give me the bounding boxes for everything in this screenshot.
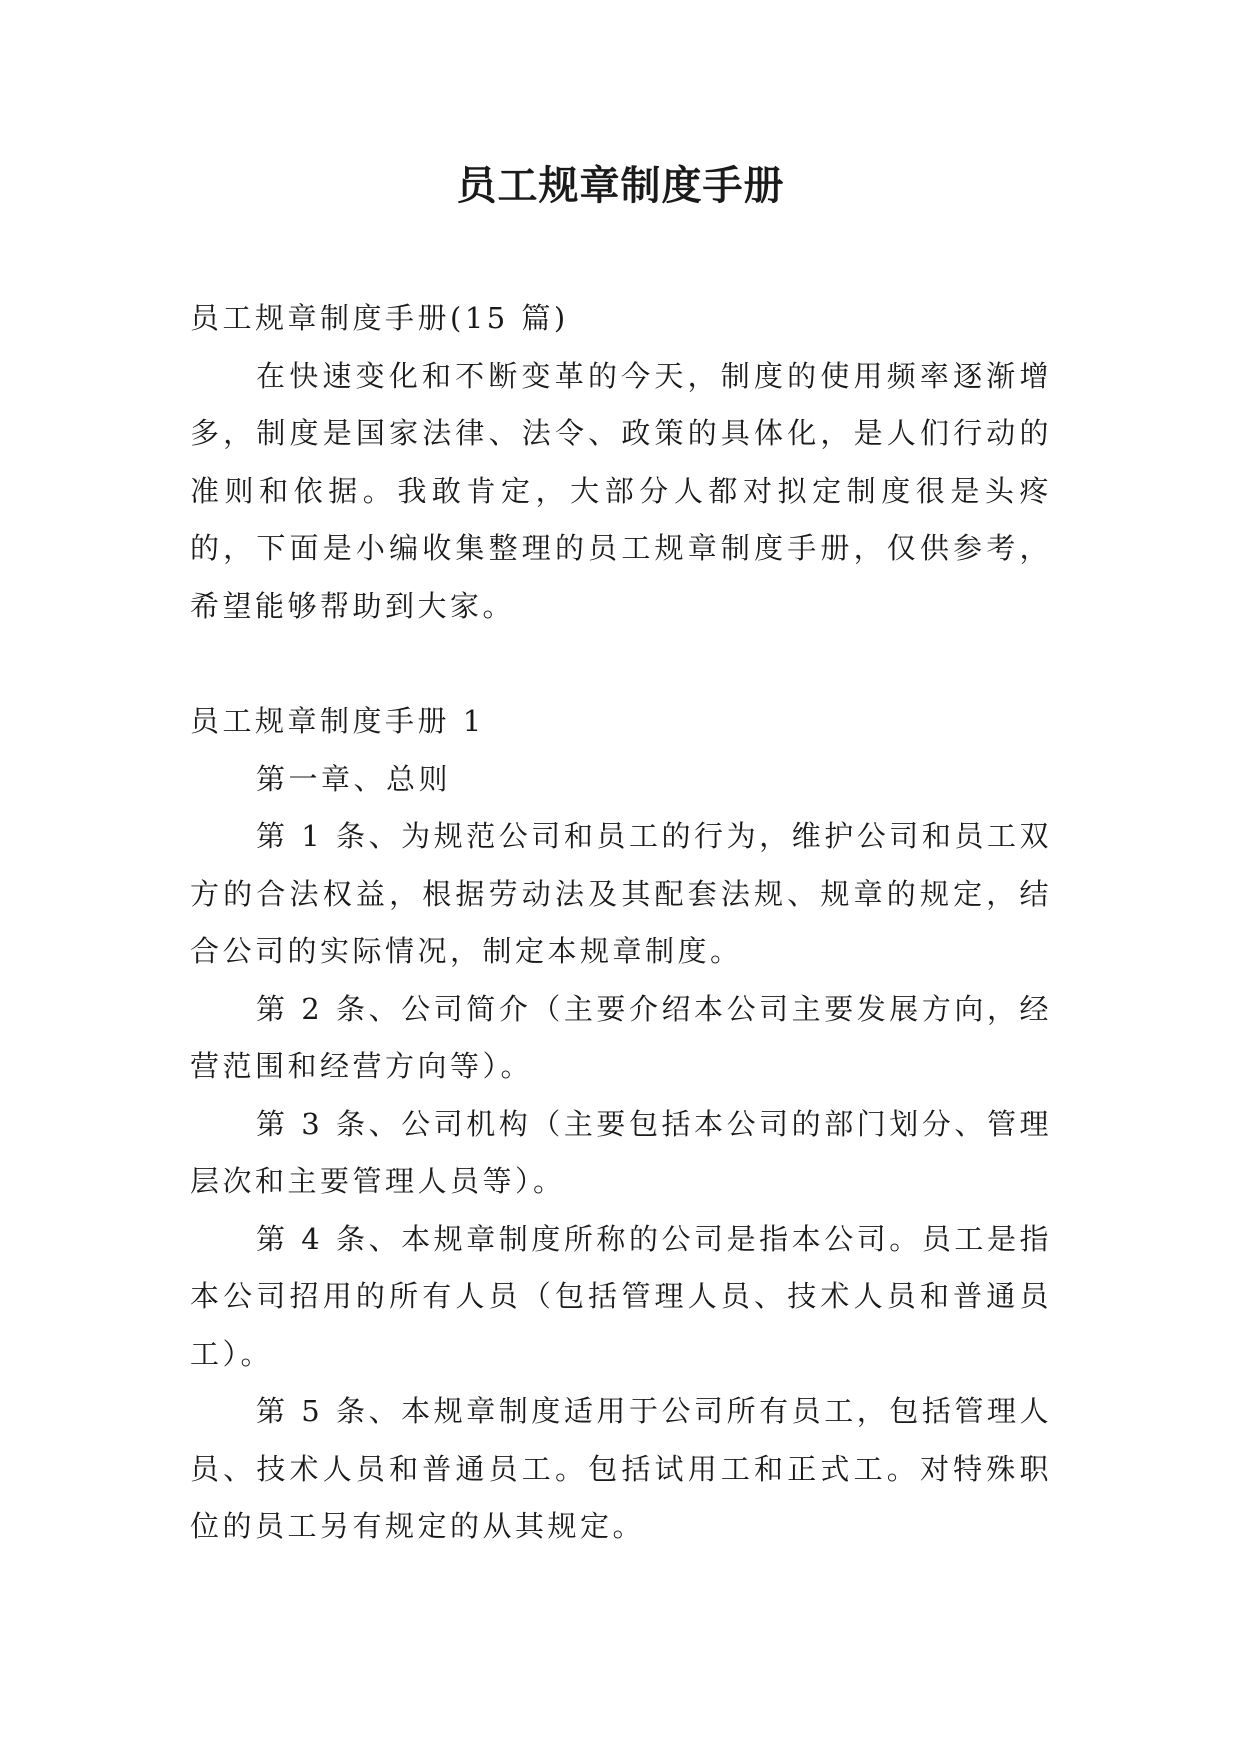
article-paragraph: 第 5 条、本规章制度适用于公司所有员工，包括管理人员、技术人员和普通员工。包括试用工和正式工。对特殊职位的员工另有规定的从其规定。 [190,1394,1052,1543]
document-subtitle: 员工规章制度手册(15 篇) [190,301,569,335]
spacer [190,635,1052,693]
article-paragraph: 第 2 条、公司简介（主要介绍本公司主要发展方向，经营范围和经营方向等）。 [190,991,1052,1083]
section-heading: 员工规章制度手册 1 [190,704,485,738]
document-body [190,290,1052,1556]
article-paragraph: 第 3 条、公司机构（主要包括本公司的部门划分、管理层次和主要管理人员等）。 [190,1106,1052,1198]
article-paragraph: 第 1 条、为规范公司和员工的行为，维护公司和员工双方的合法权益，根据劳动法及其配套法规、规章的规定，结合公司的实际情况，制定本规章制度。 [190,819,1052,968]
chapter-heading: 第一章、总则 [256,761,452,796]
intro-paragraph: 在快速变化和不断变革的今天，制度的使用频率逐渐增多，制度是国家法律、法令、政策的具体化，是人们行动的准则和依据。我敢肯定，大部分人都对拟定制度很是头疼的，下面是小编收集整理的员工规章制度手册，仅供参考，希望能够帮助到大家。 [190,358,1052,623]
document-title: 员工规章制度手册 [456,162,785,209]
article-paragraph: 第 4 条、本规章制度所称的公司是指本公司。员工是指本公司招用的所有人员（包括管理人员、技术人员和普通员工）。 [190,1221,1052,1371]
